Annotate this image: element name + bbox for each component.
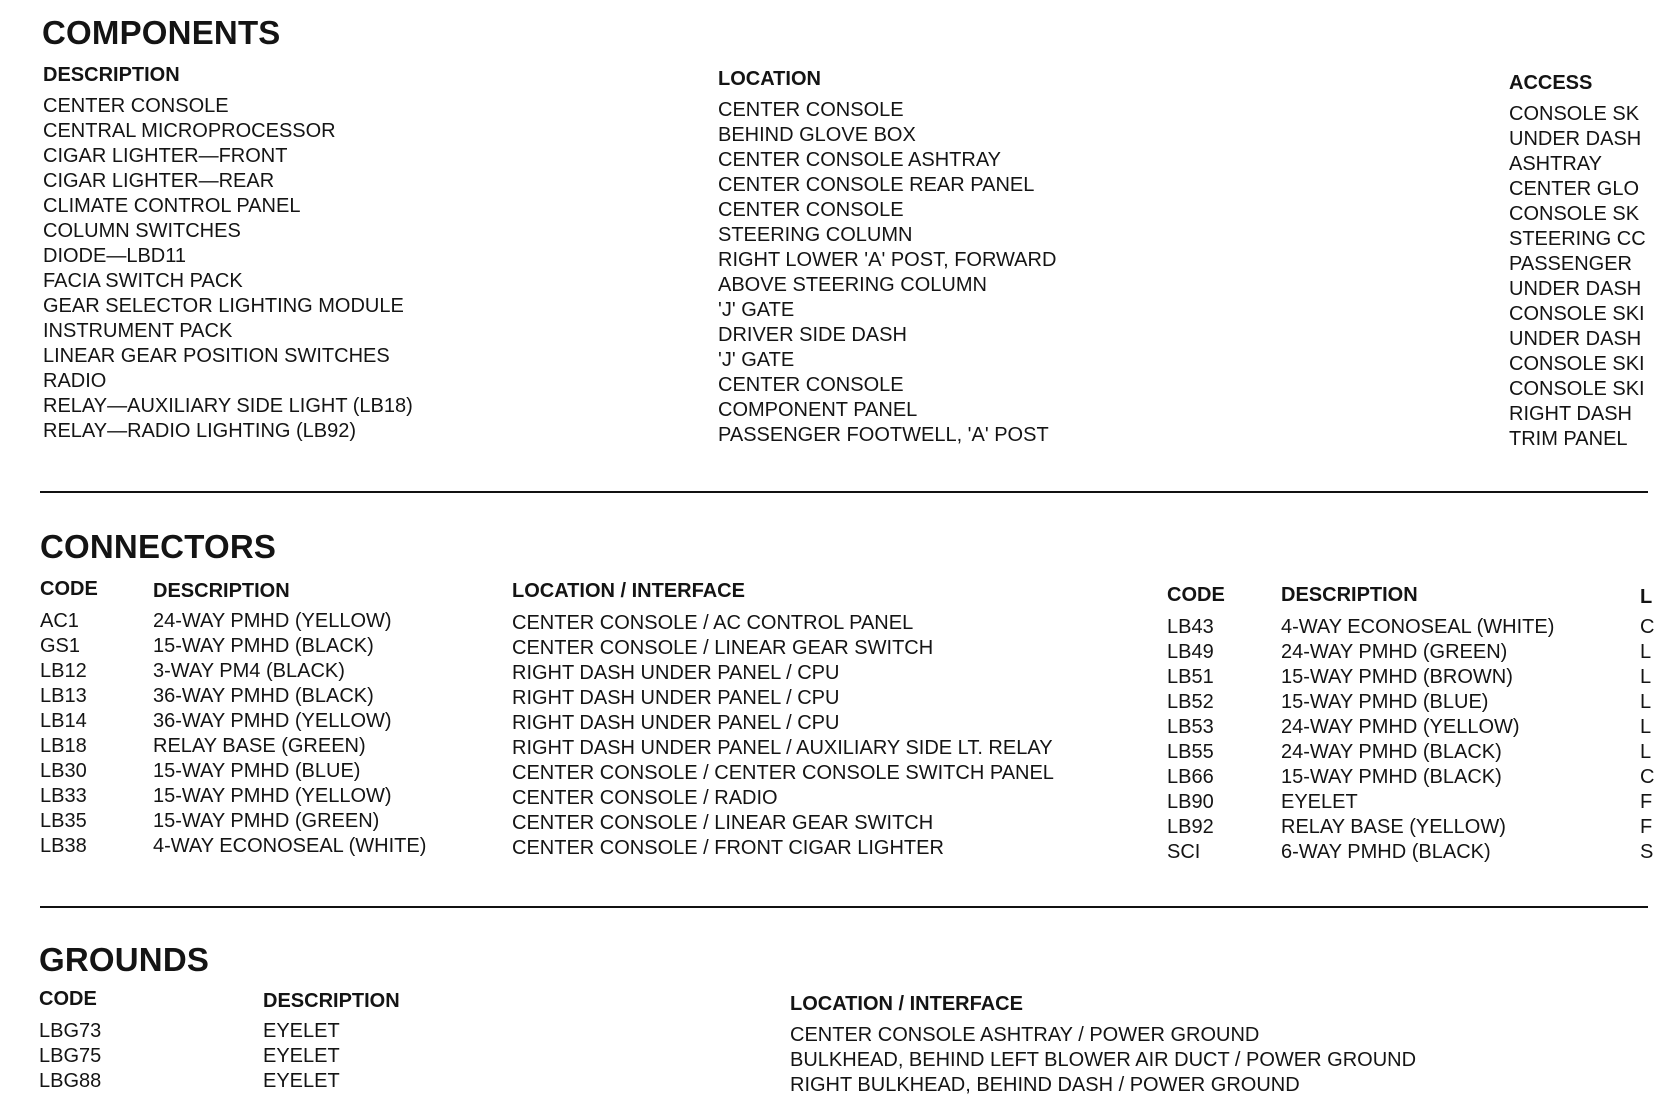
connectors-description-header: DESCRIPTION	[153, 580, 290, 602]
table-cell: C	[1640, 766, 1654, 788]
table-cell: LB51	[1167, 666, 1214, 688]
table-cell: L	[1640, 641, 1652, 663]
table-cell: DRIVER SIDE DASH	[718, 324, 907, 346]
table-cell: AC1	[40, 610, 79, 632]
table-cell: FACIA SWITCH PACK	[43, 270, 243, 292]
table-cell: CENTRAL MICROPROCESSOR	[43, 120, 336, 142]
table-cell: CONSOLE SK	[1509, 103, 1640, 125]
table-cell: CENTER CONSOLE	[718, 199, 904, 221]
table-cell: CENTER CONSOLE REAR PANEL	[718, 174, 1035, 196]
table-cell: CIGAR LIGHTER—REAR	[43, 170, 275, 192]
table-cell: COMPONENT PANEL	[718, 399, 918, 421]
table-cell: LB92	[1167, 816, 1214, 838]
table-cell: COLUMN SWITCHES	[43, 220, 241, 242]
grounds-title: GROUNDS	[39, 941, 210, 978]
table-cell: 24-WAY PMHD (BLACK)	[1281, 741, 1502, 763]
table-cell: ABOVE STEERING COLUMN	[718, 274, 987, 296]
table-cell: DIODE—LBD11	[43, 245, 187, 267]
table-cell: STEERING COLUMN	[718, 224, 913, 246]
components-location-column	[718, 98, 1056, 448]
table-cell: LB18	[40, 735, 87, 757]
table-cell: EYELET	[263, 1070, 340, 1092]
table-cell: CENTER CONSOLE / CENTER CONSOLE SWITCH PANEL	[512, 762, 1054, 784]
table-cell: 15-WAY PMHD (YELLOW)	[153, 785, 392, 807]
table-cell: SCI	[1167, 841, 1201, 863]
table-cell: L	[1640, 666, 1652, 688]
table-cell: GEAR SELECTOR LIGHTING MODULE	[43, 295, 404, 317]
table-cell: 4-WAY ECONOSEAL (WHITE)	[153, 835, 427, 857]
table-cell: 24-WAY PMHD (YELLOW)	[153, 610, 392, 632]
table-cell: LB43	[1167, 616, 1214, 638]
table-cell: INSTRUMENT PACK	[43, 320, 233, 342]
table-cell: L	[1640, 741, 1652, 763]
table-cell: LB55	[1167, 741, 1214, 763]
table-cell: BEHIND GLOVE BOX	[718, 124, 916, 146]
table-cell: RELAY—AUXILIARY SIDE LIGHT (LB18)	[43, 395, 413, 417]
table-cell: EYELET	[263, 1020, 340, 1042]
table-cell: TRIM PANEL	[1509, 428, 1628, 450]
table-cell: S	[1640, 841, 1654, 863]
table-cell: 15-WAY PMHD (BLACK)	[1281, 766, 1502, 788]
table-cell: CENTER CONSOLE / RADIO	[512, 787, 778, 809]
grounds-description-header: DESCRIPTION	[263, 990, 400, 1012]
table-cell: 24-WAY PMHD (YELLOW)	[1281, 716, 1520, 738]
table-cell: PASSENGER FOOTWELL, 'A' POST	[718, 424, 1049, 446]
table-cell: LB30	[40, 760, 87, 782]
table-cell: EYELET	[263, 1045, 340, 1067]
components-description-column	[43, 94, 413, 444]
table-cell: BULKHEAD, BEHIND LEFT BLOWER AIR DUCT / POWER GROUND	[790, 1049, 1417, 1071]
grounds-location-column	[790, 1023, 1416, 1098]
table-cell: LB53	[1167, 716, 1214, 738]
components-description-header: DESCRIPTION	[43, 64, 180, 86]
table-cell: RIGHT DASH UNDER PANEL / CPU	[512, 662, 840, 684]
table-cell: LB38	[40, 835, 87, 857]
table-cell: 3-WAY PM4 (BLACK)	[153, 660, 345, 682]
table-cell: RIGHT DASH UNDER PANEL / CPU	[512, 712, 840, 734]
table-cell: CONSOLE SKI	[1509, 303, 1645, 325]
table-cell: CONSOLE SK	[1509, 203, 1640, 225]
table-cell: RIGHT DASH	[1509, 403, 1632, 425]
table-cell: CENTER CONSOLE / FRONT CIGAR LIGHTER	[512, 837, 944, 859]
table-cell: PASSENGER	[1509, 253, 1632, 275]
table-cell: GS1	[40, 635, 81, 657]
table-cell: LBG73	[39, 1020, 102, 1042]
table-cell: RELAY BASE (GREEN)	[153, 735, 366, 757]
table-cell: CENTER CONSOLE / AC CONTROL PANEL	[512, 612, 914, 634]
table-cell: CENTER CONSOLE ASHTRAY	[718, 149, 1002, 171]
table-cell: RELAY BASE (YELLOW)	[1281, 816, 1506, 838]
table-cell: LB14	[40, 710, 87, 732]
components-title: COMPONENTS	[42, 14, 281, 51]
table-cell: LB49	[1167, 641, 1214, 663]
connectors-right-description-header: DESCRIPTION	[1281, 584, 1418, 606]
connectors-right-location-column	[1640, 615, 1654, 865]
table-cell: C	[1640, 616, 1654, 638]
section-divider	[40, 491, 1648, 493]
table-cell: LB52	[1167, 691, 1214, 713]
table-cell: RIGHT DASH UNDER PANEL / AUXILIARY SIDE LT. RELAY	[512, 737, 1053, 759]
table-cell: UNDER DASH	[1509, 128, 1642, 150]
table-cell: 36-WAY PMHD (BLACK)	[153, 685, 374, 707]
table-cell: F	[1640, 791, 1653, 813]
table-cell: LB33	[40, 785, 87, 807]
table-cell: F	[1640, 816, 1653, 838]
connectors-title: CONNECTORS	[40, 528, 277, 565]
table-cell: CONSOLE SKI	[1509, 378, 1645, 400]
grounds-location-header: LOCATION / INTERFACE	[790, 993, 1023, 1015]
grounds-code-column	[39, 1019, 101, 1094]
table-cell: UNDER DASH	[1509, 328, 1642, 350]
section-divider	[40, 906, 1648, 908]
table-cell: CENTER CONSOLE	[718, 99, 904, 121]
table-cell: 'J' GATE	[718, 349, 795, 371]
table-cell: 15-WAY PMHD (GREEN)	[153, 810, 380, 832]
table-cell: CLIMATE CONTROL PANEL	[43, 195, 301, 217]
connectors-location-column	[512, 611, 1054, 861]
table-cell: LINEAR GEAR POSITION SWITCHES	[43, 345, 390, 367]
table-cell: LB12	[40, 660, 87, 682]
connectors-location-header: LOCATION / INTERFACE	[512, 580, 745, 602]
table-cell: CENTER CONSOLE ASHTRAY / POWER GROUND	[790, 1024, 1260, 1046]
table-cell: 6-WAY PMHD (BLACK)	[1281, 841, 1491, 863]
table-cell: L	[1640, 716, 1652, 738]
table-cell: L	[1640, 691, 1652, 713]
table-cell: 15-WAY PMHD (BROWN)	[1281, 666, 1513, 688]
table-cell: UNDER DASH	[1509, 278, 1642, 300]
table-cell: LB13	[40, 685, 87, 707]
table-cell: RIGHT DASH UNDER PANEL / CPU	[512, 687, 840, 709]
connectors-code-column	[40, 609, 87, 859]
table-cell: RIGHT LOWER 'A' POST, FORWARD	[718, 249, 1057, 271]
table-cell: CENTER CONSOLE	[718, 374, 904, 396]
table-cell: LBG88	[39, 1070, 102, 1092]
table-cell: EYELET	[1281, 791, 1358, 813]
connectors-right-code-column	[1167, 615, 1214, 865]
components-access-header: ACCESS	[1509, 72, 1593, 94]
table-cell: LB90	[1167, 791, 1214, 813]
connectors-right-code-header: CODE	[1167, 584, 1225, 606]
table-cell: RIGHT BULKHEAD, BEHIND DASH / POWER GROUND	[790, 1074, 1300, 1096]
table-cell: RADIO	[43, 370, 107, 392]
table-cell: ASHTRAY	[1509, 153, 1602, 175]
table-cell: 24-WAY PMHD (GREEN)	[1281, 641, 1508, 663]
table-cell: CONSOLE SKI	[1509, 353, 1645, 375]
components-access-column	[1509, 102, 1646, 452]
table-cell: LB66	[1167, 766, 1214, 788]
table-cell: 15-WAY PMHD (BLACK)	[153, 635, 374, 657]
table-cell: CIGAR LIGHTER—FRONT	[43, 145, 288, 167]
table-cell: 'J' GATE	[718, 299, 795, 321]
table-cell: LBG75	[39, 1045, 102, 1067]
table-cell: RELAY—RADIO LIGHTING (LB92)	[43, 420, 357, 442]
components-location-header: LOCATION	[718, 68, 821, 90]
table-cell: 15-WAY PMHD (BLUE)	[153, 760, 361, 782]
table-cell: CENTER CONSOLE / LINEAR GEAR SWITCH	[512, 637, 934, 659]
connectors-right-description-column	[1281, 615, 1554, 865]
table-cell: 15-WAY PMHD (BLUE)	[1281, 691, 1489, 713]
table-cell: STEERING CC	[1509, 228, 1646, 250]
connectors-code-header: CODE	[40, 578, 98, 600]
table-cell: CENTER GLO	[1509, 178, 1640, 200]
table-cell: LB35	[40, 810, 87, 832]
connectors-description-column	[153, 609, 426, 859]
connectors-right-location-header: L	[1640, 586, 1653, 608]
grounds-code-header: CODE	[39, 988, 97, 1010]
grounds-description-column	[263, 1019, 340, 1094]
table-cell: CENTER CONSOLE	[43, 95, 229, 117]
table-cell: 36-WAY PMHD (YELLOW)	[153, 710, 392, 732]
table-cell: 4-WAY ECONOSEAL (WHITE)	[1281, 616, 1555, 638]
table-cell: CENTER CONSOLE / LINEAR GEAR SWITCH	[512, 812, 934, 834]
